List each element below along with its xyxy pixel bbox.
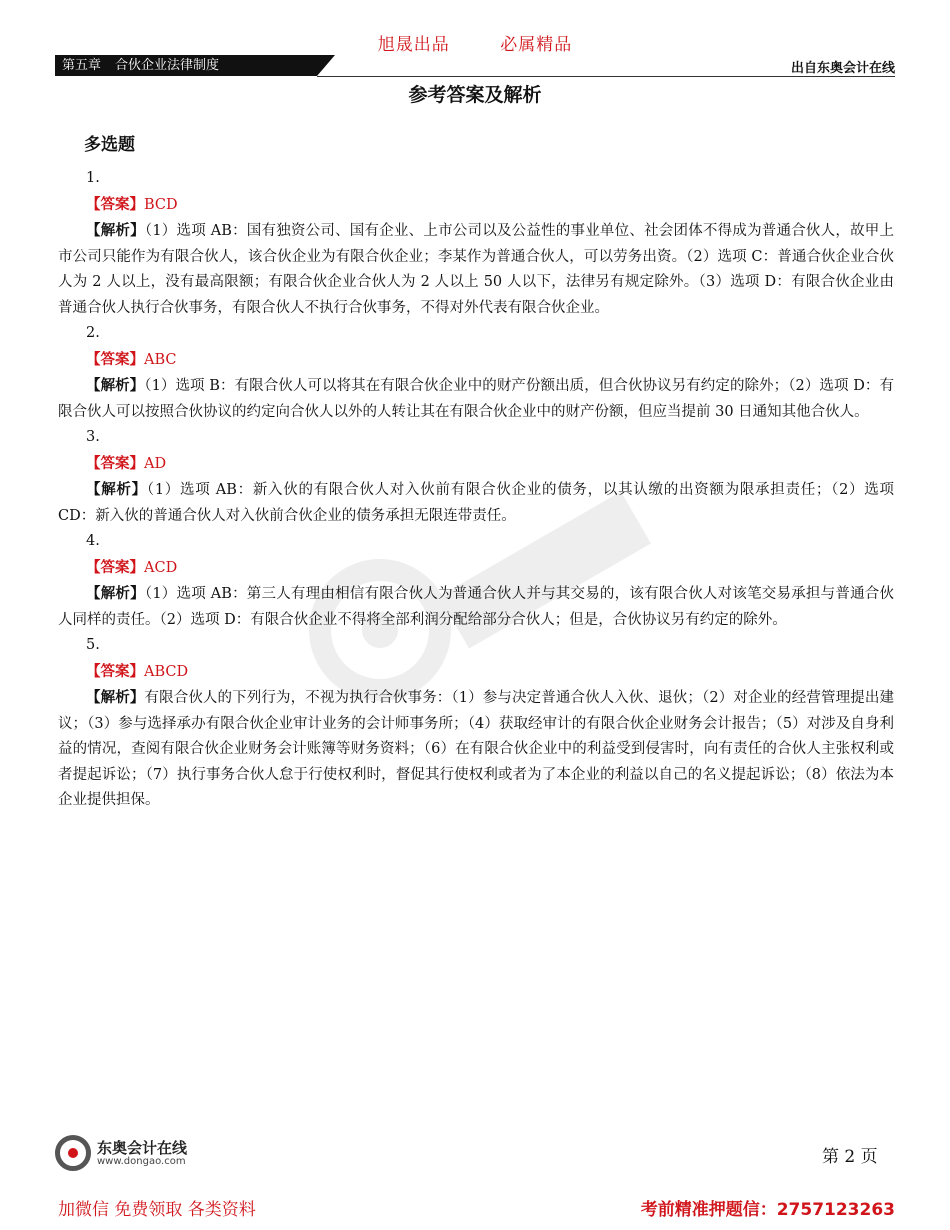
analysis-text: （1）选项 AB：新入伙的有限合伙人对入伙前有限合伙企业的债务，以其认缴的出资额为限承担责任；（2）选项 CD：新入伙的普通合伙人对入伙前合伙企业的债务承担无限连带责任。	[58, 482, 894, 524]
top-banner	[0, 30, 950, 55]
chapter-title: 合伙企业法律制度	[115, 58, 220, 73]
question-item-4	[58, 529, 894, 633]
answer-line	[58, 451, 894, 478]
logo-url: www.dongao.com	[97, 1156, 186, 1167]
answer-label: 【答案】	[86, 558, 144, 576]
answer-line	[58, 555, 894, 582]
analysis-paragraph	[58, 373, 894, 425]
question-number: 2.	[86, 325, 100, 341]
page-title: 参考答案及解析	[408, 84, 542, 106]
analysis-text: （1）选项 B：有限合伙人可以将其在有限合伙企业中的财产份额出质，但合伙协议另有约定的除外；（2）选项 D：有限合伙人可以按照合伙协议的约定向合伙人以外的人转让其在有限合伙企业中的财产份额，但应当提前 30 日通知其他合伙人。	[58, 378, 894, 420]
footer-promo-left: 加微信 免费领取 各类资料	[58, 1200, 256, 1220]
logo-icon	[55, 1135, 91, 1171]
analysis-paragraph	[58, 477, 894, 529]
question-item-5	[58, 633, 894, 814]
source-label: 出自东奥会计在线	[790, 61, 895, 76]
banner-left-text: 旭晟出品	[377, 35, 450, 55]
answer-value: BCD	[144, 196, 178, 213]
analysis-text: 有限合伙人的下列行为，不视为执行合伙事务：（1）参与决定普通合伙人入伙、退伙；（2）对企业的经营管理提出建议；（3）参与选择承办有限合伙企业审计业务的会计师事务所；（4）获取经审计的有限合伙企业财务会计报告；（5）对涉及自身利益的情况，查阅有限合伙企业财务会计账簿等财务资料；（6）在有限合伙企业中的利益受到侵害时，向有责任的合伙人主张权利或者提起诉讼；（7）执行事务合伙人怠于行使权利时，督促其行使权利或者为了本企业的利益以自己的名义提起诉讼；（8）依法为本企业提供担保。	[58, 690, 894, 808]
question-item-2	[58, 321, 894, 425]
question-number: 3.	[86, 429, 100, 445]
answer-content	[58, 166, 894, 814]
answer-label: 【答案】	[86, 662, 144, 680]
question-number: 1.	[86, 170, 100, 186]
answer-value: AD	[144, 455, 167, 472]
answer-value: ABC	[144, 351, 177, 368]
question-item-3	[58, 425, 894, 529]
answer-label: 【答案】	[86, 350, 144, 368]
analysis-text: （1）选项 AB：第三人有理由相信有限合伙人为普通合伙人并与其交易的，该有限合伙人对该笔交易承担与普通合伙人同样的责任。（2）选项 D：有限合伙企业不得将全部利润分配给部分合伙人；但是，合伙协议另有约定的除外。	[58, 586, 894, 628]
answer-value: ABCD	[144, 663, 189, 680]
answer-value: ACD	[144, 559, 178, 576]
analysis-paragraph	[58, 581, 894, 633]
answer-label: 【答案】	[86, 454, 144, 472]
analysis-label: 【解析】	[86, 481, 147, 498]
chapter-number: 第五章	[62, 58, 102, 73]
logo-text: 东奥会计在线	[97, 1139, 188, 1157]
page-number: 第 2 页	[822, 1147, 878, 1167]
header-rule	[317, 76, 895, 77]
page-header	[55, 55, 895, 77]
question-number: 4.	[86, 533, 100, 549]
banner-right-text: 必属精品	[500, 35, 573, 55]
chapter-bar	[55, 55, 317, 76]
answer-line	[58, 659, 894, 686]
analysis-label: 【解析】	[86, 377, 145, 394]
analysis-paragraph	[58, 218, 894, 321]
analysis-label: 【解析】	[86, 222, 145, 239]
answer-line	[58, 347, 894, 374]
answer-line	[58, 192, 894, 219]
analysis-label: 【解析】	[86, 689, 145, 706]
footer-promo-right: 考前精准押题信：2757123263	[640, 1200, 895, 1220]
question-number: 5.	[86, 637, 100, 653]
answer-label: 【答案】	[86, 195, 144, 213]
section-title: 多选题	[84, 135, 135, 155]
footer-logo	[55, 1135, 235, 1175]
analysis-paragraph	[58, 685, 894, 814]
question-item-1	[58, 166, 894, 321]
analysis-label: 【解析】	[86, 585, 145, 602]
analysis-text: （1）选项 AB：国有独资公司、国有企业、上市公司以及公益性的事业单位、社会团体不得成为普通合伙人，故甲上市公司只能作为有限合伙人，该合伙企业为有限合伙企业；李某作为普通合伙人，可以劳务出资。（2）选项 C：普通合伙企业合伙人为 2 人以上，没有最高限额；有限合伙企业合伙人为 2 人以上 50 人以下，法律另有规定除外。（3）选项 D：有限合伙企业由普通合伙人执行合伙事务，有限合伙人不执行合伙事务，不得对外代表有限合伙企业。	[58, 223, 894, 316]
